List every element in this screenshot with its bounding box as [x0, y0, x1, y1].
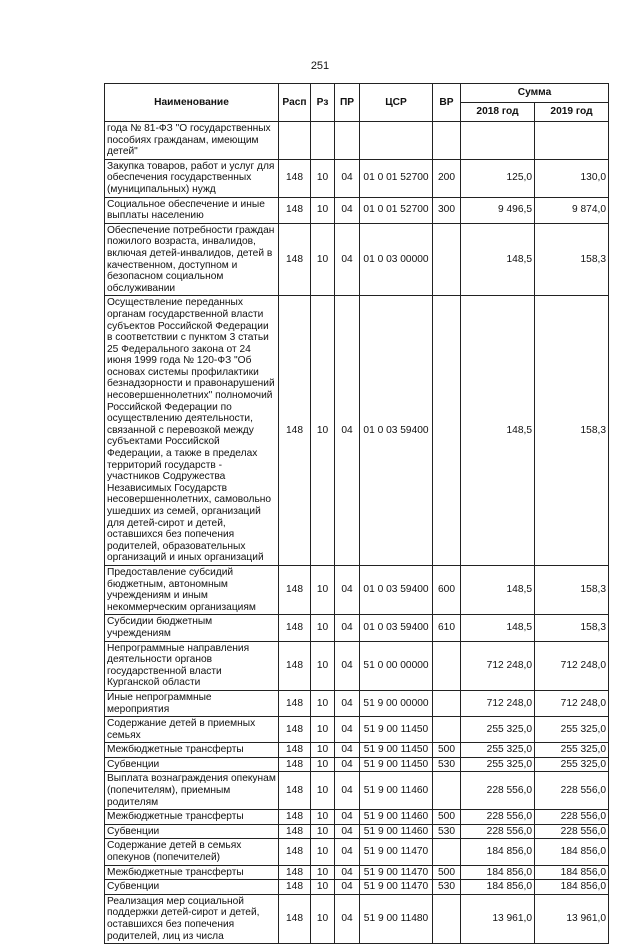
cell-sum-2018: 228 556,0 — [461, 772, 535, 810]
header-rz: Рз — [311, 84, 335, 122]
cell-vr: 530 — [433, 824, 461, 839]
header-vr: ВР — [433, 84, 461, 122]
cell-sum-2018: 255 325,0 — [461, 743, 535, 758]
cell-vr — [433, 296, 461, 566]
cell-rasp: 148 — [279, 223, 311, 296]
cell-pr: 04 — [335, 880, 360, 895]
cell-sum-2018: 228 556,0 — [461, 810, 535, 825]
cell-name: Содержание детей в семьях опекунов (попечителей) — [105, 839, 279, 865]
cell-csr: 51 9 00 11450 — [360, 757, 433, 772]
cell-vr: 500 — [433, 865, 461, 880]
cell-csr: 01 0 01 52700 — [360, 159, 433, 197]
cell-rasp: 148 — [279, 641, 311, 690]
cell-name: Осуществление переданных органам государственной власти субъектов Российской Федерации в соответствии с пунктом 3 статьи 25 Федерального закона от 24 июня 1999 года № 120-ФЗ "Об основах системы профилактики безнадзорности и правонарушений несовершеннолетних" полномочий Российской Федерации по осуществлению деятельности, связанной с перевозкой между субъектами Российской Федерации, а также в пределах территорий государств - участников Содружества Независимых Государств несовершеннолетних, самовольно ушедших из семей, организаций для детей-сирот и детей, оставшихся без попечения родителей, образовательных организаций и иных организаций — [105, 296, 279, 566]
cell-rasp: 148 — [279, 615, 311, 641]
cell-name: Субвенции — [105, 824, 279, 839]
table-row — [105, 565, 609, 614]
cell-sum-2019: 712 248,0 — [535, 690, 609, 716]
cell-sum-2019: 130,0 — [535, 159, 609, 197]
cell-pr: 04 — [335, 839, 360, 865]
cell-rz: 10 — [311, 641, 335, 690]
table-row — [105, 865, 609, 880]
cell-sum-2019 — [535, 122, 609, 160]
cell-csr: 51 9 00 11460 — [360, 824, 433, 839]
cell-pr: 04 — [335, 865, 360, 880]
cell-name: Межбюджетные трансферты — [105, 810, 279, 825]
table-row — [105, 839, 609, 865]
cell-pr: 04 — [335, 824, 360, 839]
cell-pr: 04 — [335, 757, 360, 772]
table-row — [105, 880, 609, 895]
cell-rz: 10 — [311, 615, 335, 641]
table-row — [105, 810, 609, 825]
cell-vr — [433, 772, 461, 810]
cell-sum-2018: 148,5 — [461, 296, 535, 566]
cell-rz: 10 — [311, 757, 335, 772]
cell-sum-2019: 184 856,0 — [535, 865, 609, 880]
table-row — [105, 615, 609, 641]
cell-sum-2018: 125,0 — [461, 159, 535, 197]
cell-name: Субвенции — [105, 880, 279, 895]
cell-pr: 04 — [335, 565, 360, 614]
cell-sum-2019: 712 248,0 — [535, 641, 609, 690]
cell-vr — [433, 122, 461, 160]
cell-rasp: 148 — [279, 565, 311, 614]
cell-pr: 04 — [335, 197, 360, 223]
cell-name: года № 81-ФЗ "О государственных пособиях гражданам, имеющим детей" — [105, 122, 279, 160]
cell-name: Субвенции — [105, 757, 279, 772]
cell-rz: 10 — [311, 865, 335, 880]
cell-csr: 01 0 03 59400 — [360, 565, 433, 614]
cell-pr: 04 — [335, 615, 360, 641]
cell-rasp: 148 — [279, 690, 311, 716]
cell-sum-2019: 255 325,0 — [535, 717, 609, 743]
cell-vr: 600 — [433, 565, 461, 614]
cell-rasp: 148 — [279, 810, 311, 825]
cell-name: Реализация мер социальной поддержки детей-сирот и детей, оставшихся без попечения родителей, лиц из числа — [105, 894, 279, 943]
cell-sum-2019: 184 856,0 — [535, 839, 609, 865]
cell-sum-2018: 148,5 — [461, 223, 535, 296]
cell-vr: 500 — [433, 743, 461, 758]
cell-name: Субсидии бюджетным учреждениям — [105, 615, 279, 641]
cell-pr: 04 — [335, 717, 360, 743]
cell-rasp: 148 — [279, 743, 311, 758]
cell-rz: 10 — [311, 772, 335, 810]
cell-rz: 10 — [311, 894, 335, 943]
table-row — [105, 296, 609, 566]
table-row — [105, 757, 609, 772]
cell-csr: 51 0 00 00000 — [360, 641, 433, 690]
budget-table — [104, 83, 609, 944]
table-row — [105, 223, 609, 296]
cell-pr: 04 — [335, 810, 360, 825]
table-row — [105, 772, 609, 810]
cell-rasp: 148 — [279, 839, 311, 865]
table-body — [105, 122, 609, 944]
table-row — [105, 894, 609, 943]
cell-csr: 51 9 00 11470 — [360, 880, 433, 895]
table-row — [105, 717, 609, 743]
cell-name: Межбюджетные трансферты — [105, 743, 279, 758]
cell-pr: 04 — [335, 690, 360, 716]
cell-csr: 01 0 03 00000 — [360, 223, 433, 296]
cell-sum-2018: 184 856,0 — [461, 880, 535, 895]
table-header — [105, 84, 609, 122]
cell-sum-2019: 255 325,0 — [535, 757, 609, 772]
cell-pr: 04 — [335, 223, 360, 296]
cell-rasp: 148 — [279, 894, 311, 943]
cell-name: Социальное обеспечение и иные выплаты населению — [105, 197, 279, 223]
cell-rz: 10 — [311, 880, 335, 895]
header-year-2018: 2018 год — [461, 103, 535, 122]
cell-csr: 01 0 03 59400 — [360, 615, 433, 641]
cell-sum-2018: 148,5 — [461, 615, 535, 641]
table-row — [105, 122, 609, 160]
cell-sum-2019: 9 874,0 — [535, 197, 609, 223]
header-rasp: Расп — [279, 84, 311, 122]
cell-name: Иные непрограммные мероприятия — [105, 690, 279, 716]
cell-vr — [433, 223, 461, 296]
cell-rasp: 148 — [279, 296, 311, 566]
cell-vr: 200 — [433, 159, 461, 197]
cell-rasp: 148 — [279, 159, 311, 197]
cell-name: Межбюджетные трансферты — [105, 865, 279, 880]
cell-vr — [433, 894, 461, 943]
cell-rz: 10 — [311, 743, 335, 758]
header-name: Наименование — [105, 84, 279, 122]
cell-csr: 01 0 03 59400 — [360, 296, 433, 566]
cell-pr: 04 — [335, 743, 360, 758]
cell-sum-2019: 255 325,0 — [535, 743, 609, 758]
cell-sum-2019: 228 556,0 — [535, 772, 609, 810]
cell-csr: 51 9 00 00000 — [360, 690, 433, 716]
cell-name: Закупка товаров, работ и услуг для обеспечения государственных (муниципальных) нужд — [105, 159, 279, 197]
table-row — [105, 159, 609, 197]
cell-vr: 300 — [433, 197, 461, 223]
cell-sum-2019: 158,3 — [535, 615, 609, 641]
cell-rasp: 148 — [279, 772, 311, 810]
cell-rz: 10 — [311, 197, 335, 223]
cell-name: Непрограммные направления деятельности органов государственной власти Курганской области — [105, 641, 279, 690]
cell-sum-2019: 13 961,0 — [535, 894, 609, 943]
cell-rz: 10 — [311, 159, 335, 197]
header-sum: Сумма — [461, 84, 609, 103]
cell-sum-2018: 9 496,5 — [461, 197, 535, 223]
cell-rz: 10 — [311, 839, 335, 865]
cell-pr: 04 — [335, 894, 360, 943]
cell-rasp: 148 — [279, 880, 311, 895]
cell-sum-2019: 184 856,0 — [535, 880, 609, 895]
cell-rasp: 148 — [279, 717, 311, 743]
cell-rasp: 148 — [279, 197, 311, 223]
header-csr: ЦСР — [360, 84, 433, 122]
table-row — [105, 641, 609, 690]
cell-rasp: 148 — [279, 824, 311, 839]
cell-rasp — [279, 122, 311, 160]
cell-pr: 04 — [335, 772, 360, 810]
cell-sum-2018: 255 325,0 — [461, 717, 535, 743]
cell-vr — [433, 717, 461, 743]
cell-rz: 10 — [311, 824, 335, 839]
cell-sum-2018: 712 248,0 — [461, 690, 535, 716]
cell-sum-2019: 228 556,0 — [535, 810, 609, 825]
table-row — [105, 690, 609, 716]
cell-vr: 530 — [433, 880, 461, 895]
cell-sum-2019: 228 556,0 — [535, 824, 609, 839]
cell-sum-2019: 158,3 — [535, 223, 609, 296]
cell-pr: 04 — [335, 296, 360, 566]
cell-rz: 10 — [311, 690, 335, 716]
cell-csr: 51 9 00 11480 — [360, 894, 433, 943]
cell-rz — [311, 122, 335, 160]
cell-sum-2018: 13 961,0 — [461, 894, 535, 943]
cell-rasp: 148 — [279, 865, 311, 880]
cell-rz: 10 — [311, 296, 335, 566]
cell-sum-2018: 712 248,0 — [461, 641, 535, 690]
cell-sum-2018: 255 325,0 — [461, 757, 535, 772]
cell-pr: 04 — [335, 641, 360, 690]
cell-rz: 10 — [311, 717, 335, 743]
cell-csr: 51 9 00 11470 — [360, 839, 433, 865]
cell-sum-2018: 148,5 — [461, 565, 535, 614]
cell-name: Предоставление субсидий бюджетным, автономным учреждениям и иным некоммерческим организациям — [105, 565, 279, 614]
cell-sum-2018: 184 856,0 — [461, 839, 535, 865]
cell-vr — [433, 641, 461, 690]
cell-pr — [335, 122, 360, 160]
cell-sum-2019: 158,3 — [535, 565, 609, 614]
cell-vr: 530 — [433, 757, 461, 772]
cell-csr: 51 9 00 11460 — [360, 772, 433, 810]
cell-vr — [433, 839, 461, 865]
cell-name: Выплата вознаграждения опекунам (попечителям), приемным родителям — [105, 772, 279, 810]
cell-pr: 04 — [335, 159, 360, 197]
table-row — [105, 197, 609, 223]
cell-vr: 500 — [433, 810, 461, 825]
cell-name: Содержание детей в приемных семьях — [105, 717, 279, 743]
cell-sum-2019: 158,3 — [535, 296, 609, 566]
table-row — [105, 743, 609, 758]
page-number: 251 — [310, 60, 330, 72]
cell-rz: 10 — [311, 810, 335, 825]
cell-csr: 51 9 00 11450 — [360, 743, 433, 758]
cell-rasp: 148 — [279, 757, 311, 772]
cell-csr — [360, 122, 433, 160]
header-pr: ПР — [335, 84, 360, 122]
cell-rz: 10 — [311, 223, 335, 296]
cell-vr: 610 — [433, 615, 461, 641]
cell-sum-2018: 184 856,0 — [461, 865, 535, 880]
cell-csr: 51 9 00 11450 — [360, 717, 433, 743]
cell-rz: 10 — [311, 565, 335, 614]
cell-csr: 51 9 00 11470 — [360, 865, 433, 880]
cell-name: Обеспечение потребности граждан пожилого возраста, инвалидов, включая детей-инвалидов, детей в качественном, доступном и безопасном социальном обслуживании — [105, 223, 279, 296]
cell-csr: 51 9 00 11460 — [360, 810, 433, 825]
cell-vr — [433, 690, 461, 716]
header-year-2019: 2019 год — [535, 103, 609, 122]
cell-csr: 01 0 01 52700 — [360, 197, 433, 223]
cell-sum-2018 — [461, 122, 535, 160]
table-row — [105, 824, 609, 839]
cell-sum-2018: 228 556,0 — [461, 824, 535, 839]
